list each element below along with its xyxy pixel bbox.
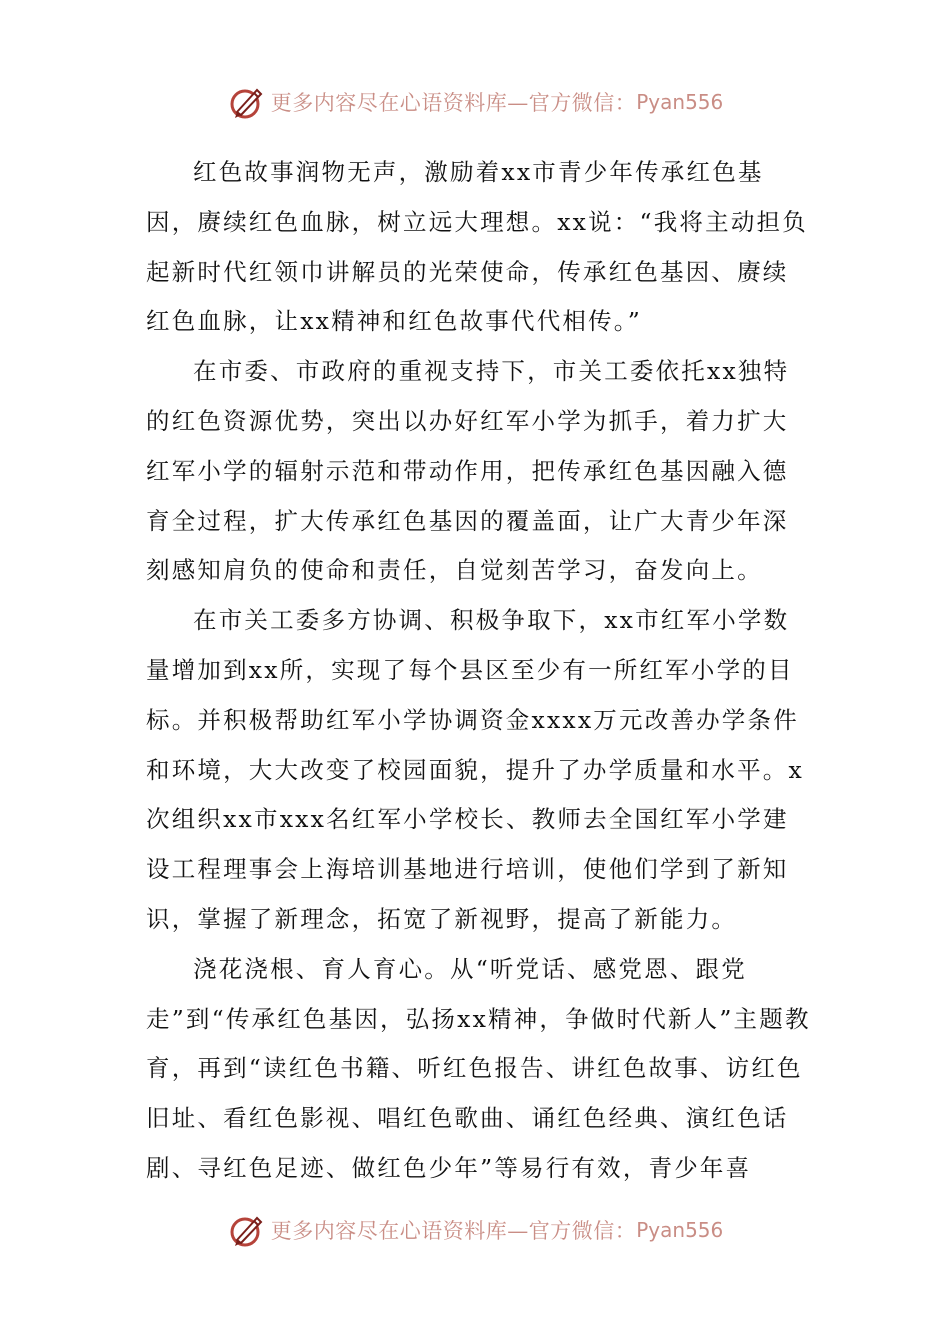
footer-wechat-id: Pyan556 (636, 1218, 724, 1242)
footer-banner-text: 更多内容尽在心语资料库—官方微信： (270, 1219, 637, 1243)
header-banner (0, 80, 950, 124)
pen-logo-icon (227, 82, 267, 122)
paragraph-4: 浇花浇根、育人育心。从“听党话、感党恩、跟党走”到“传承红色基因，弘扬xx精神，争做时代新人”主题教育，再到“读红色书籍、听红色报告、讲红色故事、访红色旧址、看红色影视、唱红色歌曲、诵红色经典、演红色话剧、寻红色足迹、做红色少年”等易行有效，青少年喜 (146, 954, 811, 1182)
footer-banner (0, 1208, 950, 1252)
paragraph-1: 红色故事润物无声，激励着xx市青少年传承红色基因，赓续红色血脉，树立远大理想。xx说：“我将主动担负起新时代红领巾讲解员的光荣使命，传承红色基因、赓续红色血脉，让xx精神和红色故事代代相传。” (146, 158, 808, 336)
header-wechat-id: Pyan556 (636, 90, 724, 114)
paragraph-2: 在市委、市政府的重视支持下，市关工委依托xx独特的红色资源优势，突出以办好红军小学为抓手，着力扩大红军小学的辐射示范和带动作用，把传承红色基因融入德育全过程，扩大传承红色基因的覆盖面，让广大青少年深刻感知肩负的使命和责任，自觉刻苦学习，奋发向上。 (146, 357, 790, 585)
paragraph-3: 在市关工委多方协调、积极争取下，xx市红军小学数量增加到xx所，实现了每个县区至少有一所红军小学的目标。并积极帮助红军小学协调资金xxxx万元改善办学条件和环境，大大改变了校园面貌，提升了办学质量和水平。x次组织xx市xxx名红军小学校长、教师去全国红军小学建设工程理事会上海培训基地进行培训，使他们学到了新知识，掌握了新理念，拓宽了新视野，提高了新能力。 (146, 606, 804, 933)
header-banner-text: 更多内容尽在心语资料库—官方微信： (270, 91, 637, 115)
document-body (146, 148, 811, 1194)
pen-logo-icon (227, 1210, 267, 1250)
